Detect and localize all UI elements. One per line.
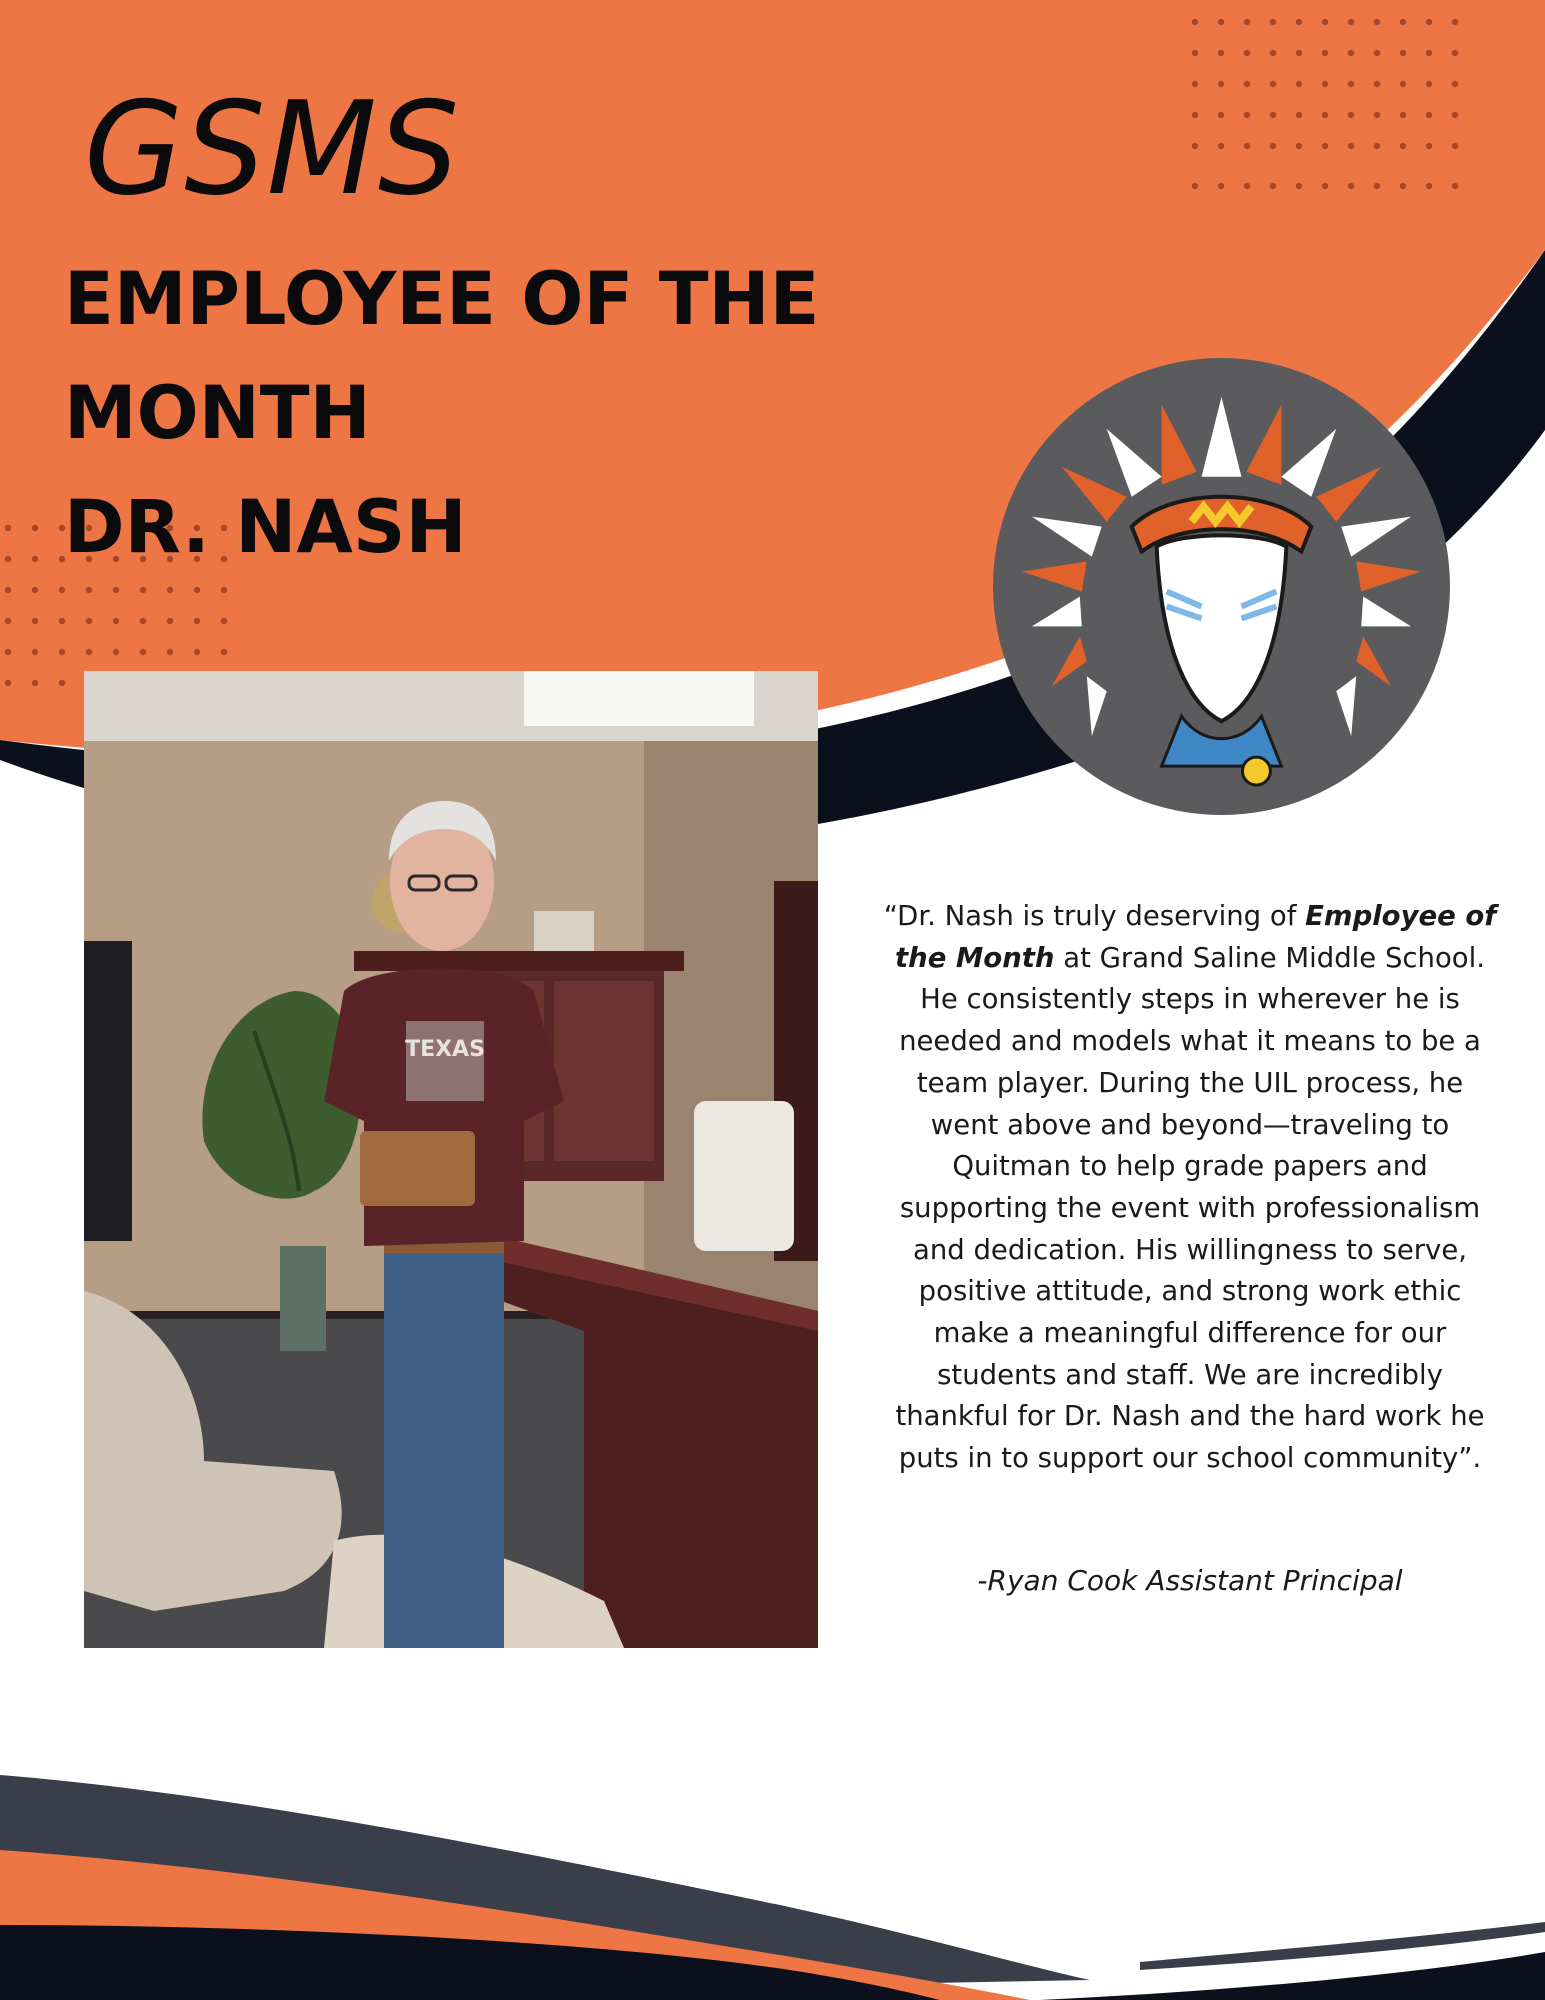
school-title: GSMS <box>84 75 461 224</box>
quote-emphasis: Employee of the Month <box>894 900 1497 974</box>
hanging-jersey <box>84 941 132 1241</box>
headline-line-2: MONTH <box>64 371 371 456</box>
indian-chief-mascot-icon <box>992 357 1451 816</box>
shirt-text: TEXAS <box>405 1037 485 1062</box>
footer-navy-right <box>1040 1952 1545 2000</box>
medallion <box>1242 757 1270 785</box>
headline <box>64 243 820 585</box>
honoree-name: DR. NASH <box>64 485 467 570</box>
quote-part-2: at Grand Saline Middle School. He consistently steps in wherever he is needed and models what it means to be a team player. During the UIL process, he went above and beyond—traveling to Quitman to help grade papers and supporting the event with professionalism and dedication. His willingness to serve, positive attitude, and strong work ethic make a meaningful difference for our students and staff. We are incredibly thankful for Dr. Nash and the hard work he puts in to support our school community”. <box>895 941 1486 1475</box>
quote-part-1: “Dr. Nash is truly deserving of <box>883 900 1306 932</box>
ceiling-light <box>524 671 754 726</box>
honoree-photo <box>84 671 818 1648</box>
headline-line-1: EMPLOYEE OF THE <box>64 257 820 342</box>
testimonial-quote <box>880 896 1500 1480</box>
white-office-chair <box>694 1101 794 1251</box>
quote-signature: -Ryan Cook Assistant Principal <box>977 1564 1403 1597</box>
